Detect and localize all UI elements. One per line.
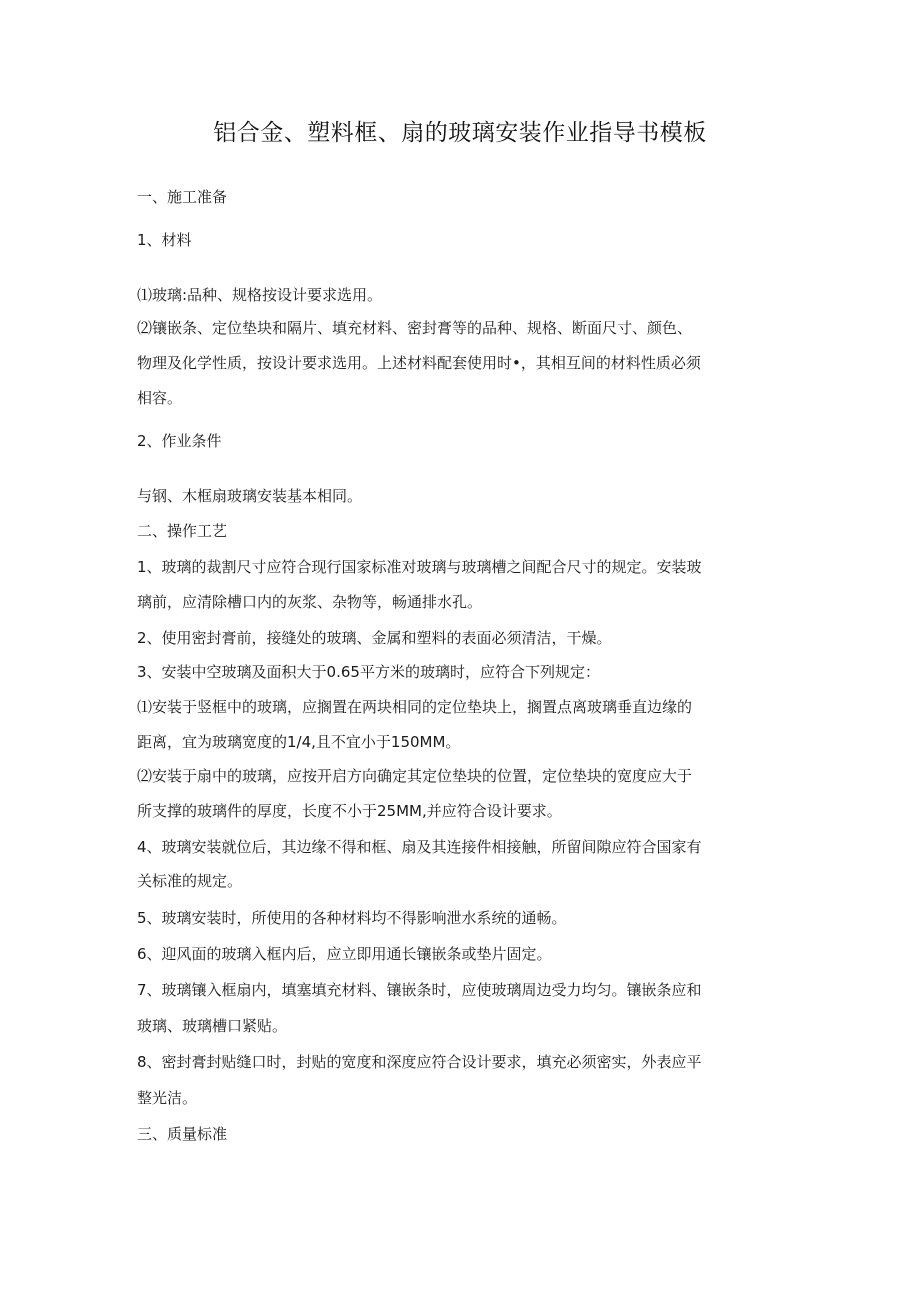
section-heading: 三、质量标准 — [137, 1125, 228, 1143]
paragraph-line: 与钢、木框扇玻璃安装基本相同。 — [137, 487, 363, 505]
paragraph-line: 距离，宜为玻璃宽度的1/4,且不宜小于150MM。 — [137, 733, 461, 751]
paragraph-line: ⑵镶嵌条、定位垫块和隔片、填充材料、密封膏等的品种、规格、断面尺寸、颜色、 — [137, 319, 693, 337]
paragraph-line: 整光洁。 — [137, 1089, 198, 1107]
paragraph-line: 玻璃、玻璃槽口紧贴。 — [137, 1017, 288, 1035]
paragraph-line: 7、玻璃镶入框扇内，填塞填充材料、镶嵌条时，应使玻璃周边受力均匀。镶嵌条应和 — [137, 981, 702, 999]
paragraph-line: 2、使用密封膏前，接缝处的玻璃、金属和塑料的表面必须清洁，干燥。 — [137, 629, 612, 647]
subsection-heading: 2、作业条件 — [137, 432, 222, 450]
paragraph-line: 1、玻璃的裁割尺寸应符合现行国家标准对玻璃与玻璃槽之间配合尺寸的规定。安装玻 — [137, 558, 702, 576]
paragraph-line: 璃前，应清除槽口内的灰浆、杂物等，畅通排水孔。 — [137, 593, 483, 611]
paragraph-line: ⑴安装于竖框中的玻璃，应搁置在两块相同的定位垫块上，搁置点离玻璃垂直边缘的 — [137, 698, 693, 716]
paragraph-line: 5、玻璃安装时，所使用的各种材料均不得影响泄水系统的通畅。 — [137, 909, 567, 927]
paragraph-line: 8、密封膏封贴缝口时，封贴的宽度和深度应符合设计要求，填充必须密实，外表应平 — [137, 1053, 702, 1071]
paragraph-line: 4、玻璃安装就位后，其边缘不得和框、扇及其连接件相接触，所留间隙应符合国家有 — [137, 838, 702, 856]
paragraph-line: 物理及化学性质，按设计要求选用。上述材料配套使用时•，其相互间的材料性质必须 — [137, 354, 701, 372]
document-title: 铝合金、塑料框、扇的玻璃安装作业指导书模板 — [213, 120, 707, 146]
paragraph-line: 6、迎风面的玻璃入框内后，应立即用通长镶嵌条或垫片固定。 — [137, 945, 552, 963]
paragraph-line: 3、安装中空玻璃及面积大于0.65平方米的玻璃时，应符合下列规定： — [137, 663, 600, 681]
paragraph-line: ⑵安装于扇中的玻璃，应按开启方向确定其定位垫块的位置，定位垫块的宽度应大于 — [137, 767, 693, 785]
section-heading: 一、施工准备 — [137, 188, 228, 206]
paragraph-line: 关标准的规定。 — [137, 872, 243, 890]
paragraph-line: ⑴玻璃:品种、规格按设计要求选用。 — [137, 286, 383, 304]
section-heading: 二、操作工艺 — [137, 522, 228, 540]
paragraph-line: 相容。 — [137, 389, 183, 407]
subsection-heading: 1、材料 — [137, 231, 192, 249]
paragraph-line: 所支撑的玻璃件的厚度，长度不小于25MM,并应符合设计要求。 — [137, 802, 562, 820]
